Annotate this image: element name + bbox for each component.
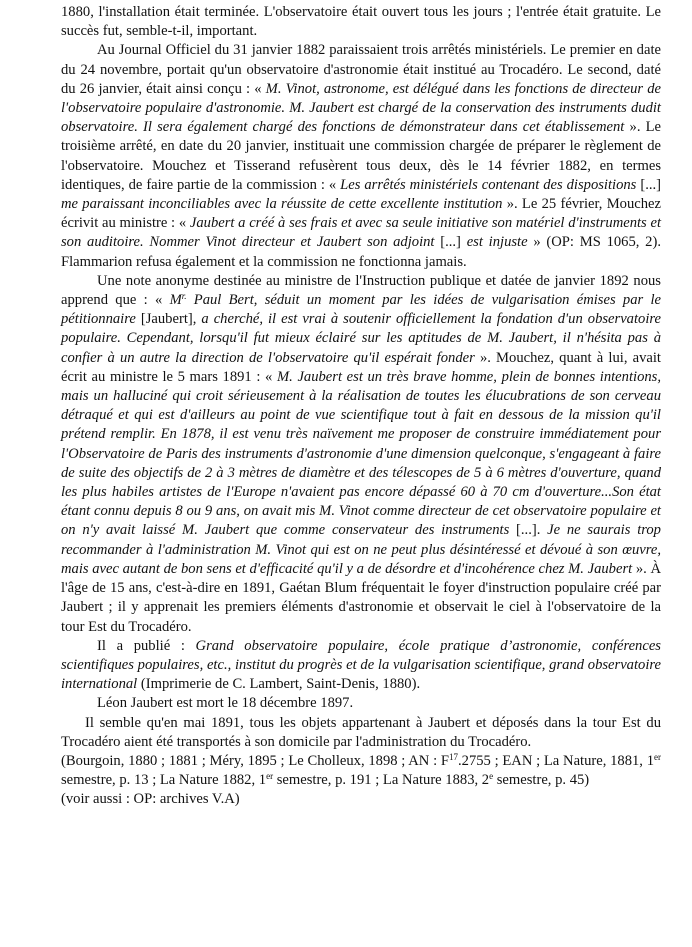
paragraph-installation bbox=[61, 3, 661, 41]
quote-italic: M bbox=[169, 292, 182, 309]
text-run: .2755 ; EAN ; La Nature, 1881, 1 bbox=[458, 752, 654, 769]
paragraph-sources bbox=[61, 752, 661, 790]
paragraph-death bbox=[61, 694, 661, 713]
text-run: [Jaubert], bbox=[135, 311, 202, 328]
quote-italic: Paul Bert, séduit un moment par les idées de vulgarisation émises par le pétitionnaire bbox=[61, 292, 662, 328]
paragraph-note-anonyme bbox=[61, 272, 661, 637]
text-run: Léon Jaubert est mort le 18 décembre 1897. bbox=[97, 695, 354, 712]
text-run: Il semble qu'en mai 1891, tous les objets appartenant à Jaubert et déposés dans la tour Est du Trocadéro aient été transportés à son domicile par l'administration du Trocadéro. bbox=[61, 714, 661, 750]
text-run: ». Le 25 février, Mouchez écrivit au ministre : « bbox=[61, 196, 662, 232]
text-run: ». Le troisième arrêté, en date du 20 janvier, instituait une commission chargée de préparer le règlement de l'observatoire. Mouchez et Tisserand refusèrent tous deux, dès le 14 février 1882, en termes identiques, de faire partie de la commission : « bbox=[61, 119, 662, 193]
paragraph-publications bbox=[61, 637, 661, 695]
quote-italic: Je ne saurais trop recommander à l'administration M. Vinot qui est on ne peut plus désintéressé et dévoué à son œuvre, mais avec autant de bon sens et d'efficacité qu'il y a de désordre et d'incohérence chez M. Jaubert bbox=[61, 522, 661, 577]
superscript: r. bbox=[181, 291, 187, 302]
quote-italic: M. Jaubert est un très brave homme, plein de bonnes intentions, mais un halluciné qui croit sérieusement à la réalisation de toutes les élucubrations de son cerveau détraqué et qui est d'ailleurs au point de vue scientifique tout à fait en dessous de la mission qu'il prétend remplir. En 1878, il est venu très naïvement me proposer de construire immédiatement pour l'Observatoire de Paris des instruments d'astronomie d'une dimension quelconque, s'engageant à faire de suite des objectifs de 2 à 3 mètres de diamètre et des télescopes de 5 à 6 mètres d'ouverture, quand les plus habiles artistes de l'Europe n'avaient pas encore dépassé 60 à 70 cm d'ouverture...Son état étant connu depuis 8 ou 9 ans, on avait mis M. Vinot comme directeur de cet observatoire populaire et on n'y avait laissé M. Jaubert que comme conservateur des instruments bbox=[61, 368, 661, 539]
text-run: [...] bbox=[434, 234, 467, 251]
quote-italic: me paraissant inconciliables avec la réussite de cette excellente institution bbox=[61, 196, 503, 213]
text-run: [...] bbox=[636, 176, 661, 193]
text-run: » (OP: MS 1065, 2). Flammarion refusa également et la commission ne fonctionna jamais. bbox=[61, 234, 661, 270]
quote-italic: Les arrêtés ministériels contenant des dispositions bbox=[340, 176, 637, 193]
text-run: semestre, p. 13 ; La Nature 1882, 1 bbox=[61, 772, 267, 789]
text-run: ». À l'âge de 15 ans, c'est-à-dire en 1891, Gaétan Blum fréquentait le foyer d'instruction populaire créé par Jaubert ; il y apprenait les premiers éléments d'astronomie et observait le ciel à l'observatoire de la tour Est du Trocadéro. bbox=[61, 560, 661, 635]
text-run: Au Journal Officiel du 31 janvier 1882 paraissaient trois arrêtés ministériels. Le premier en date du 24 novembre, portait qu'un observatoire d'astronomie était institué au Trocadéro. Le second, daté du 26 janvier, était ainsi conçu : « bbox=[61, 42, 661, 97]
superscript: e bbox=[489, 771, 494, 782]
quote-italic: M. Vinot, astronome, est délégué dans les fonctions de directeur de l'observatoire populaire d'astronomie. M. Jaubert est chargé de la conservation des instruments dudit observatoire. Il sera également chargé des fonctions de démonstrateur dans cet établissement bbox=[61, 80, 661, 136]
text-run: semestre, p. 45) bbox=[493, 772, 590, 789]
paragraph-objects-transfer bbox=[61, 714, 661, 752]
text-run: (voir aussi : OP: archives V.A) bbox=[61, 791, 240, 808]
quote-italic: Grand observatoire populaire, école pratique d’astronomie, conférences scientifiques populaires, etc., institut du progrès et de la vulgarisation scientifique, grand observatoire international bbox=[61, 637, 661, 693]
quote-italic: est injuste bbox=[466, 234, 528, 251]
text-run: (Imprimerie de C. Lambert, Saint-Denis, 1880). bbox=[137, 676, 421, 693]
superscript: er bbox=[654, 751, 661, 762]
text-run: semestre, p. 191 ; La Nature 1883, 2 bbox=[273, 772, 490, 789]
text-run: ». Mouchez, quant à lui, avait écrit au ministre le 5 mars 1891 : « bbox=[61, 349, 661, 385]
text-run: [...]. bbox=[509, 522, 548, 539]
text-run: Il a publié : bbox=[97, 637, 196, 654]
paragraph-see-also bbox=[61, 790, 661, 809]
paragraph-journal-officiel bbox=[61, 41, 661, 271]
text-run: Une note anonyme destinée au ministre de l'Instruction publique et datée de janvier 1892 nous apprend que : « bbox=[61, 272, 661, 309]
text-run: 1880, l'installation était terminée. L'observatoire était ouvert tous les jours ; l'entrée était gratuite. Le succès fut, semble-t-il, important. bbox=[61, 4, 661, 40]
text-run: (Bourgoin, 1880 ; 1881 ; Méry, 1895 ; Le Cholleux, 1898 ; AN : F bbox=[61, 752, 449, 769]
quote-italic: Jaubert a créé à ses frais et avec sa seule initiative son matériel d'instruments et son auditoire. Nommer Vinot directeur et Jaubert son adjoint bbox=[61, 215, 661, 251]
quote-italic: a cherché, il est vrai à soutenir officiellement la fondation d'un observatoire populaire. Cependant, lorsqu'il fut mieux éclairé sur les aptitudes de M. Jaubert, il n'hésita pas à confier à un autre la direction de l'observatoire qu'il espérait fonder bbox=[61, 311, 661, 366]
superscript: 17 bbox=[449, 751, 458, 762]
superscript: er bbox=[266, 771, 274, 782]
